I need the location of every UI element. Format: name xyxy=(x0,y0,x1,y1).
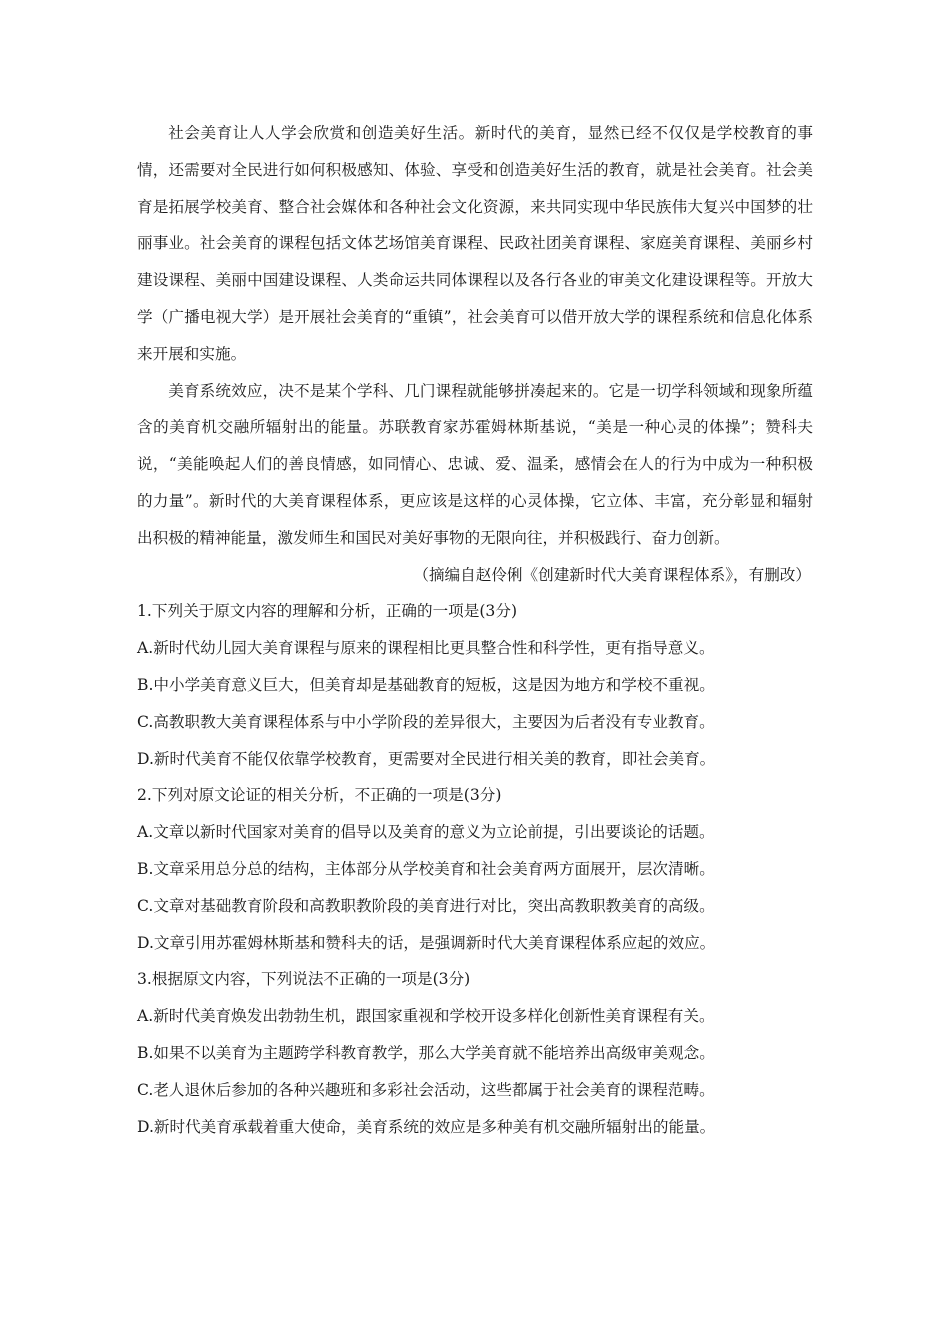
question-stem: 3.根据原文内容，下列说法不正确的一项是(3分) xyxy=(137,970,471,989)
question-stem: 1.下列关于原文内容的理解和分析，正确的一项是(3分) xyxy=(137,602,518,621)
exam-page xyxy=(137,115,813,1145)
option-c: C.文章对基础教育阶段和高教职教阶段的美育进行对比，突出高教职教美育的高级。 xyxy=(137,896,715,915)
option-c: C.高教职教大美育课程体系与中小学阶段的差异很大，主要因为后者没有专业教育。 xyxy=(137,712,715,731)
question-stem: 2.下列对原文论证的相关分析，不正确的一项是(3分) xyxy=(137,786,502,805)
option-b: B.中小学美育意义巨大，但美育却是基础教育的短板，这是因为地方和学校不重视。 xyxy=(137,675,715,694)
passage-paragraph-2: 美育系统效应，决不是某个学科、几门课程就能够拼凑起来的。它是一切学科领域和现象所蕴含的美育机交融所辐射出的能量。苏联教育家苏霍姆林斯基说，“美是一种心灵的体操”；赞科夫说，“美能唤起人们的善良情感，如同情心、忠诚、爱、温柔，感情会在人的行为中成为一种积极的力量”。新时代的大美育课程体系，更应该是这样的心灵体操，它立体、丰富，充分彰显和辐射出积极的精神能量，激发师生和国民对美好事物的无限向往，并积极践行、奋力创新。 xyxy=(137,381,813,547)
option-b: B.如果不以美育为主题跨学科教育教学，那么大学美育就不能培养出高级审美观念。 xyxy=(137,1043,715,1062)
option-b: B.文章采用总分总的结构，主体部分从学校美育和社会美育两方面展开，层次清晰。 xyxy=(137,859,715,878)
question-2 xyxy=(137,777,813,961)
option-d: D.新时代美育不能仅依靠学校教育，更需要对全民进行相关美的教育，即社会美育。 xyxy=(137,749,716,768)
question-1 xyxy=(137,593,813,777)
option-a: A.新时代美育焕发出勃勃生机，跟国家重视和学校开设多样化创新性美育课程有关。 xyxy=(137,1007,715,1026)
question-3 xyxy=(137,961,813,1145)
option-c: C.老人退休后参加的各种兴趣班和多彩社会活动，这些都属于社会美育的课程范畴。 xyxy=(137,1080,715,1099)
option-a: A.新时代幼儿园大美育课程与原来的课程相比更具整合性和科学性，更有指导意义。 xyxy=(137,639,715,658)
option-a: A.文章以新时代国家对美育的倡导以及美育的意义为立论前提，引出要谈论的话题。 xyxy=(137,823,715,842)
passage-paragraph-1: 社会美育让人人学会欣赏和创造美好生活。新时代的美育，显然已经不仅仅是学校教育的事情，还需要对全民进行如何积极感知、体验、享受和创造美好生活的教育，就是社会美育。社会美育是拓展学校美育、整合社会媒体和各种社会文化资源，来共同实现中华民族伟大复兴中国梦的壮丽事业。社会美育的课程包括文体艺场馆美育课程、民政社团美育课程、家庭美育课程、美丽乡村建设课程、美丽中国建设课程、人类命运共同体课程以及各行各业的审美文化建设课程等。开放大学（广播电视大学）是开展社会美育的“重镇”，社会美育可以借开放大学的课程系统和信息化体系来开展和实施。 xyxy=(137,124,813,363)
option-d: D.文章引用苏霍姆林斯基和赞科夫的话，是强调新时代大美育课程体系应起的效应。 xyxy=(137,933,716,952)
option-d: D.新时代美育承载着重大使命，美育系统的效应是多种美有机交融所辐射出的能量。 xyxy=(137,1117,716,1136)
passage-source: （摘编自赵伶俐《创建新时代大美育课程体系》，有删改） xyxy=(413,565,811,584)
